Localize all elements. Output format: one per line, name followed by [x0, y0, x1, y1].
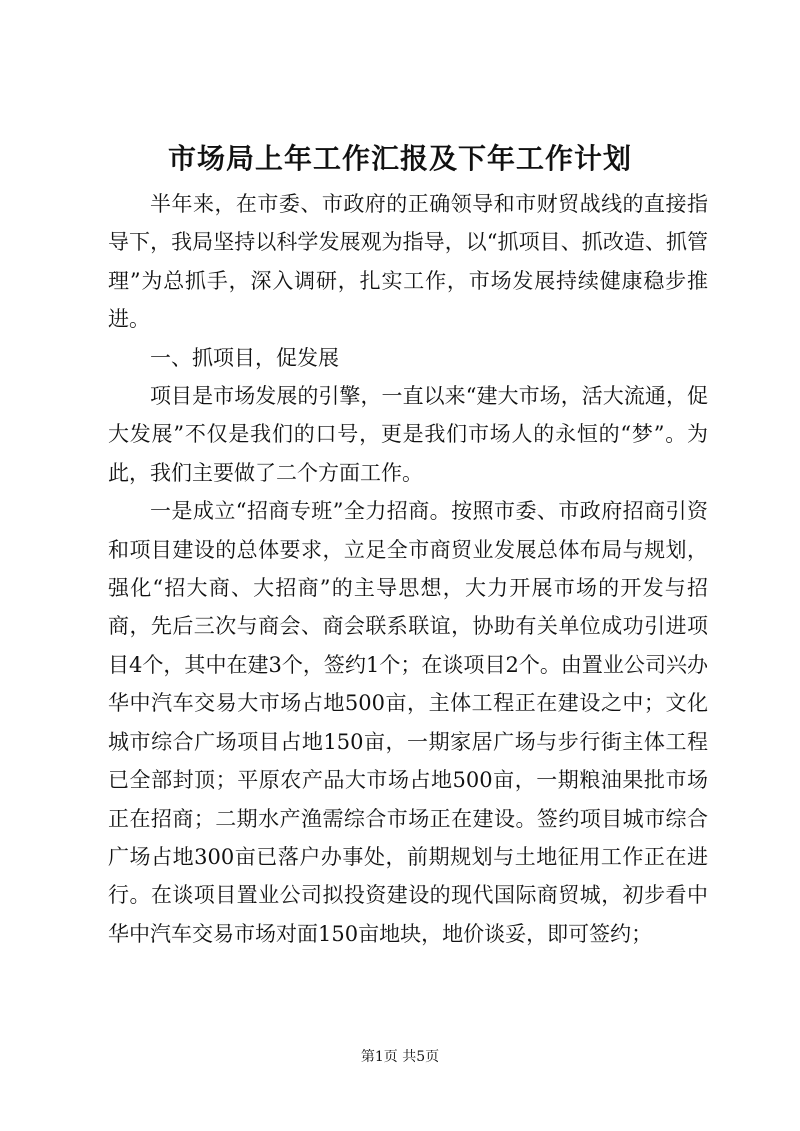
document-title: 市场局上年工作汇报及下年工作计划: [167, 142, 632, 175]
paragraph-project-engine: 项目是市场发展的引擎，一直以来“建大市场，活大流通，促大发展”不仅是我们的口号，更是我们市场人的永恒的“梦”。为此，我们主要做了二个方面工作。: [108, 384, 708, 485]
paragraph-intro: 半年来，在市委、市政府的正确领导和市财贸战线的直接指导下，我局坚持以科学发展观为指导，以“抓项目、抓改造、抓管理”为总抓手，深入调研，扎实工作，市场发展持续健康稳步推进。: [108, 192, 708, 332]
document-body: [108, 185, 708, 953]
section-heading: 一、抓项目，促发展: [150, 345, 339, 370]
paragraph-investment-team: 一是成立“招商专班”全力招商。按照市委、市政府招商引资和项目建设的总体要求，立足全市商贸业发展总体布局与规划，强化“招大商、大招商”的主导思想，大力开展市场的开发与招商，先后三次与商会、商会联系联谊，协助有关单位成功引进项目4个，其中在建3个，签约1个；在谈项目2个。由置业公司兴办华中汽车交易大市场占地500亩，主体工程正在建设之中；文化城市综合广场项目占地150亩，一期家居广场与步行街主体工程已全部封顶；平原农产品大市场占地500亩，一期粮油果批市场正在招商；二期水产渔需综合市场正在建设。签约项目城市综合广场占地300亩已落户办事处，前期规划与土地征用工作正在进行。在谈项目置业公司拟投资建设的现代国际商贸城，初步看中华中汽车交易市场对面150亩地块，地价谈妥，即可签约；: [108, 499, 708, 946]
page-number: 第1页 共5页: [360, 1049, 440, 1065]
